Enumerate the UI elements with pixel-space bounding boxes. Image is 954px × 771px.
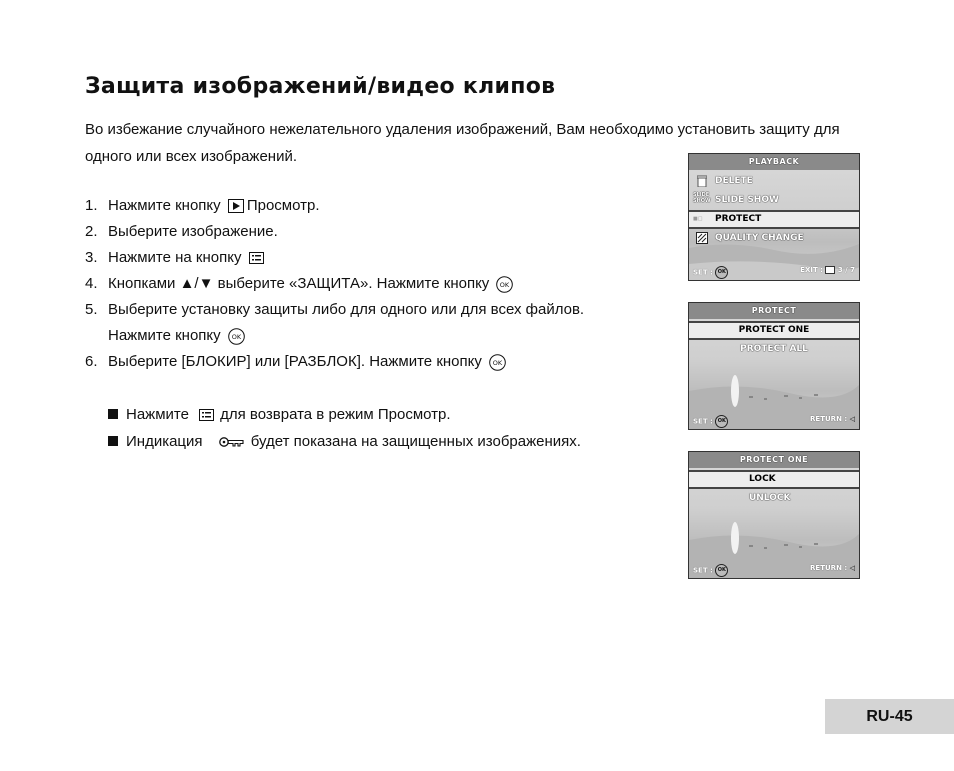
- step-number: 2.: [85, 223, 98, 240]
- camera-screen-protect: [688, 302, 860, 430]
- svg-text:OK: OK: [500, 280, 510, 289]
- ok-icon: OK: [715, 266, 728, 279]
- return-arrow-icon: ◁: [849, 564, 855, 572]
- page-title: Защита изображений/видео клипов: [85, 74, 556, 99]
- screen-header: PROTECT: [689, 303, 859, 319]
- menu-item-unlock[interactable]: [689, 489, 859, 508]
- step-text: Нажмите на кнопку: [108, 249, 242, 266]
- step-3: [85, 245, 584, 271]
- step-1: [85, 193, 584, 219]
- menu-item-protect-all[interactable]: [689, 340, 859, 359]
- bullet-square-icon: [108, 436, 118, 446]
- menu-item-label: UNLOCK: [749, 493, 791, 503]
- menu-item-label: PROTECT ONE: [738, 325, 810, 335]
- steps-list: [85, 193, 584, 375]
- menu-item-lock[interactable]: [689, 470, 859, 489]
- step-4: [85, 271, 584, 297]
- menu-item-label: LOCK: [749, 474, 776, 484]
- trash-icon: [697, 175, 707, 187]
- footer-set-label: SET :: [693, 566, 713, 575]
- step-6: [85, 349, 584, 375]
- bullet-square-icon: [108, 409, 118, 419]
- step-text-post: Просмотр.: [246, 197, 320, 214]
- note-text-post: для возврата в режим Просмотр.: [220, 406, 451, 423]
- screen-header: PROTECT ONE: [689, 452, 859, 468]
- step-number: 6.: [85, 353, 98, 370]
- key-icon: [219, 436, 245, 448]
- intro-paragraph: Во избежание случайного нежелательного удаления изображений, Вам необходимо установить защиту для одного или всех изображений.: [85, 121, 840, 165]
- note-text: Нажмите: [126, 406, 189, 423]
- step-5: [85, 297, 584, 323]
- ok-icon: OK: [715, 415, 728, 428]
- menu-item-protect-one[interactable]: [689, 321, 859, 340]
- ok-icon: [496, 276, 513, 293]
- play-icon: [228, 199, 244, 213]
- footer-return-label: RETURN :: [810, 564, 848, 572]
- screen-footer: [689, 413, 859, 427]
- step-text: Нажмите кнопку: [108, 327, 221, 344]
- svg-text:OK: OK: [492, 358, 503, 367]
- camera-screen-playback: [688, 153, 860, 281]
- return-arrow-icon: ◁: [849, 415, 855, 423]
- notes-list: [108, 401, 581, 455]
- note-indicator: [108, 428, 581, 455]
- ok-icon: [489, 354, 506, 371]
- screen-footer: [689, 562, 859, 576]
- menu-icon: [249, 252, 264, 264]
- ok-icon: [228, 328, 245, 345]
- note-text-post: будет показана на защищенных изображениях.: [250, 433, 581, 450]
- image-counter: 3 / 7: [837, 266, 855, 274]
- quality-icon: [696, 232, 708, 244]
- menu-item-quality-change[interactable]: [689, 229, 859, 248]
- footer-exit-label: EXIT :: [800, 266, 823, 274]
- footer-set-label: SET :: [693, 268, 713, 277]
- step-5-continued: [85, 323, 584, 349]
- screen-footer: [689, 264, 859, 278]
- step-text: Кнопками ▲/▼ выберите «ЗАЩИТА». Нажмите кнопку: [108, 275, 490, 292]
- note-text: Индикация: [126, 433, 203, 450]
- menu-item-label: SLIDE SHOW: [715, 195, 779, 205]
- step-number: 4.: [85, 275, 98, 292]
- step-number: 3.: [85, 249, 98, 266]
- step-text: Выберите изображение.: [108, 223, 278, 240]
- ok-icon: OK: [715, 564, 728, 577]
- svg-text:OK: OK: [231, 332, 242, 341]
- menu-item-label: QUALITY CHANGE: [715, 233, 804, 243]
- protect-icon: ■□: [693, 216, 703, 222]
- menu-item-label: PROTECT: [715, 214, 762, 224]
- slideshow-icon: SLIDE SHOW: [693, 192, 711, 204]
- step-number: 1.: [85, 197, 98, 214]
- footer-return-label: RETURN :: [810, 415, 848, 423]
- menu-item-protect[interactable]: [689, 210, 859, 229]
- step-2: [85, 219, 584, 245]
- menu-item-slide-show[interactable]: [689, 191, 859, 210]
- screen-header: PLAYBACK: [689, 154, 859, 170]
- menu-item-label: PROTECT ALL: [740, 344, 808, 354]
- menu-item-delete[interactable]: [689, 172, 859, 191]
- step-text: Выберите установку защиты либо для одного или для всех файлов.: [108, 301, 585, 318]
- footer-set-label: SET :: [693, 417, 713, 426]
- menu-item-label: DELETE: [715, 176, 753, 186]
- menu-icon: [199, 409, 214, 421]
- page-number: RU-45: [825, 699, 954, 734]
- camera-screen-protect-one: [688, 451, 860, 579]
- step-text: Выберите [БЛОКИР] или [РАЗБЛОК]. Нажмите кнопку: [108, 353, 482, 370]
- step-number: 5.: [85, 301, 98, 318]
- step-text: Нажмите кнопку: [108, 197, 221, 214]
- menu-icon: [825, 266, 835, 274]
- note-return: [108, 401, 581, 428]
